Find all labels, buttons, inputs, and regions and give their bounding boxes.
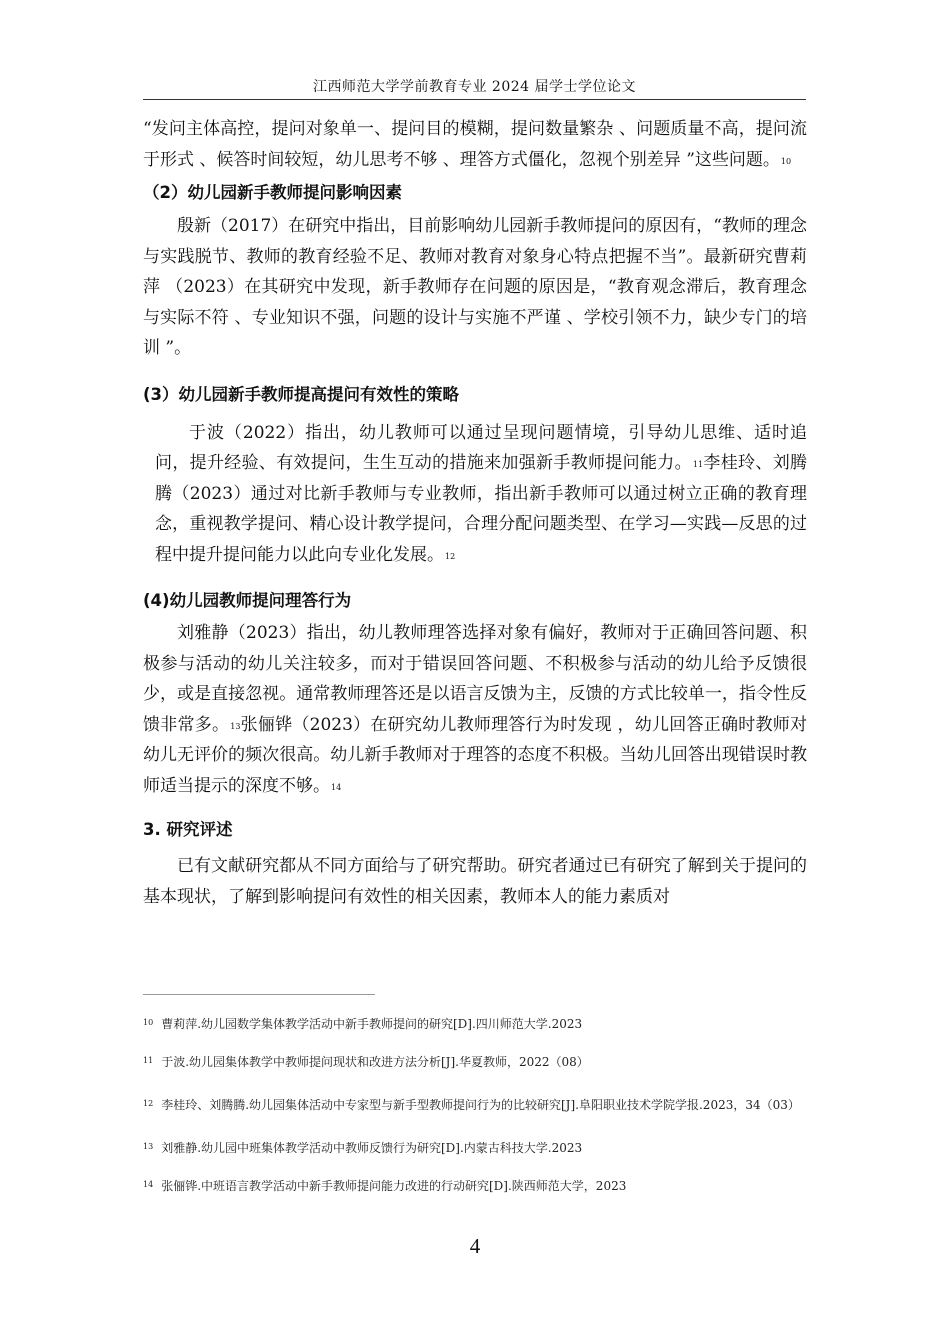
- footnote-item: [143, 1174, 807, 1198]
- page-number: 4: [469, 1234, 481, 1258]
- footnote-text: 李桂玲、刘腾腾.幼儿园集体活动中专家型与新手型教师提问行为的比较研究[J].阜阳职业技术学院学报.2023，34（03）: [161, 1098, 800, 1112]
- footnote-ref[interactable]: 10: [780, 156, 792, 166]
- footnote-text: 曹莉萍.幼儿园数学集体教学活动中新手教师提问的研究[D].四川师范大学.2023: [161, 1017, 583, 1031]
- paragraph-text: 刘雅静（2023）指出，幼儿教师理答选择对象有偏好，教师对于正确回答问题、积极参与活动的幼儿关注较多，而对于错误回答问题、不积极参与活动的幼儿给予反馈很少，或是直接忽视。通常教师理答还是以语言反馈为主，反馈的方式比较单一，指令性反馈非常多。: [143, 623, 807, 735]
- footnote-number: 10: [143, 1018, 154, 1027]
- footnote-ref[interactable]: 13: [230, 721, 241, 731]
- footnote-ref[interactable]: 12: [445, 551, 456, 561]
- paragraph-problems: [143, 114, 807, 175]
- body-content: [143, 114, 807, 912]
- footnote-number: 11: [143, 1056, 154, 1065]
- footnote-item: [143, 1012, 807, 1036]
- section-heading-influencing-factors: （2）幼儿园新手教师提问影响因素: [143, 183, 402, 202]
- paragraph-feedback: [143, 618, 807, 801]
- paragraph-text: “发问主体高控，提问对象单一、提问目的模糊，提问数量繁杂 、问题质量不高，提问流于形式 、候答时间较短，幼儿思考不够 、理答方式僵化，忽视个别差异 ”这些问题。: [143, 119, 807, 170]
- paragraph-factors: 殷新（2017）在研究中指出，目前影响幼儿园新手教师提问的原因有，“教师的理念与实践脱节、教师的教育经验不足、教师对教育对象身心特点把握不当”。最新研究曹莉萍 （2023）在其研究中发现，新手教师存在问题的原因是，“教育观念滞后，教育理念与实际不符 、专业知识不强，问题的设计与实施不严谨 、学校引领不力，缺少专门的培训 ”。: [143, 216, 807, 358]
- footnotes: [143, 1012, 807, 1212]
- paragraph-strategies: [143, 418, 807, 571]
- paragraph-text: 张俪铧（2023）在研究幼儿教师理答行为时发现 ，幼儿回答正确时教师对幼儿无评价的频次很高。幼儿新手教师对于理答的态度不积极。当幼儿回答出现错误时教师适当提示的深度不够。: [143, 714, 808, 796]
- footnote-number: 14: [143, 1180, 154, 1189]
- footnote-text: 刘雅静.幼儿园中班集体教学活动中教师反馈行为研究[D].内蒙古科技大学.2023: [161, 1141, 583, 1155]
- footnote-ref[interactable]: 14: [331, 782, 342, 792]
- footnote-ref[interactable]: 11: [692, 460, 704, 469]
- footnote-item: [143, 1088, 807, 1122]
- footnote-item: [143, 1136, 807, 1160]
- footnote-separator: [143, 994, 375, 995]
- footnote-item: [143, 1050, 807, 1074]
- header-rule: [143, 99, 806, 100]
- running-header: 江西师范大学学前教育专业 2024 届学士学位论文: [312, 79, 637, 95]
- footnote-text: 于波.幼儿园集体教学中教师提问现状和改进方法分析[J].华夏教师，2022（08）: [161, 1055, 589, 1069]
- footnote-number: 12: [143, 1099, 154, 1108]
- section-heading-feedback: (4)幼儿园教师提问理答行为: [143, 591, 352, 610]
- paragraph-text: 于波（2022）指出，幼儿教师可以通过呈现问题情境，引导幼儿思维、适时追问，提升经验、有效提问，生生互动的措施来加强新手教师提问能力。: [155, 422, 807, 473]
- footnote-number: 13: [143, 1142, 154, 1151]
- paragraph-text: 李桂玲、刘腾腾（2023）通过对比新手教师与专业教师，指出新手教师可以通过树立正确的教育理念，重视教学提问、精心设计教学提问，合理分配问题类型、在学习—实践—反思的过程中提升提问能力以此向专业化发展。: [155, 453, 808, 565]
- section-heading-review: 3. 研究评述: [143, 820, 233, 839]
- footnote-text: 张俪铧.中班语言教学活动中新手教师提问能力改进的行动研究[D].陕西师范大学，2023: [161, 1179, 627, 1193]
- paragraph-review: 已有文献研究都从不同方面给与了研究帮助。研究者通过已有研究了解到关于提问的基本现状，了解到影响提问有效性的相关因素，教师本人的能力素质对: [143, 856, 807, 907]
- section-heading-strategies: (3）幼儿园新手教师提高提问有效性的策略: [143, 384, 460, 404]
